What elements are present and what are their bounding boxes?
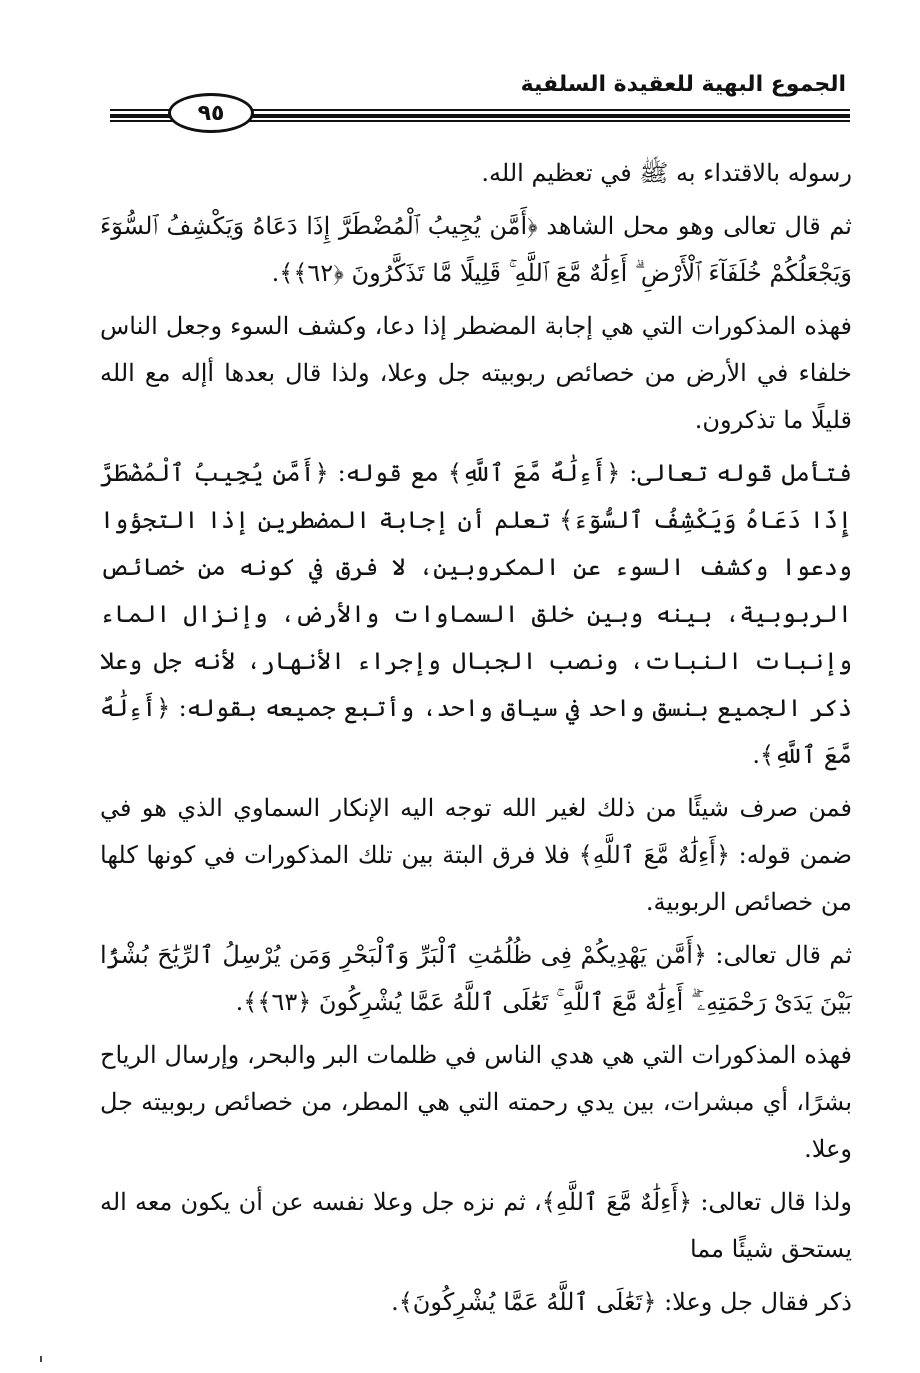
paragraph: فمن صرف شيئًا من ذلك لغير الله توجه اليه الإنكار السماوي الذي هو في ضمن قوله: ﴿أَءِلَٰهٌ مَّعَ ٱللَّهِ﴾ فلا فرق البتة بين تلك المذكورات في كونها كلها من خصائص الربوبية. [100, 794, 852, 916]
paragraph: ولذا قال تعالى: ﴿أَءِلَٰهٌ مَّعَ ٱللَّهِ﴾، ثم نزه جل وعلا نفسه عن أن يكون معه اله يستحق شيئًا مما [100, 1188, 853, 1263]
paragraph: ثم قال تعالى: ﴿أَمَّن يَهْدِيكُمْ فِى ظُلُمَٰتِ ٱلْبَرِّ وَٱلْبَحْرِ وَمَن يُرْسِلُ ٱلرِّيَٰحَ بُشْرًۢا بَيْنَ يَدَىْ رَحْمَتِهِۦٓ ۗ أَءِلَٰهٌ مَّعَ ٱللَّهِ ۚ تَعَٰلَى ٱللَّهُ عَمَّا يُشْرِكُونَ ﴿٦٣﴾﴾. [100, 941, 852, 1016]
paragraph: فهذه المذكورات التي هي إجابة المضطر إذا دعا، وكشف السوء وجعل الناس خلفاء في الأرض من خصائص ربوبيته جل وعلا، ولذا قال بعدها أإله مع الله قليلًا ما تذكرون. [100, 312, 852, 434]
running-header-title: الجموع البهية للعقيدة السلفية [520, 72, 846, 97]
paragraph: فتأمل قوله تعالى: ﴿أَءِلَٰهٌ مَّعَ ٱللَّهِ﴾ مع قوله: ﴿أَمَّن يُجِيبُ ٱلْمُضْطَرَّ إِذَا دَعَاهُ وَيَكْشِفُ ٱلسُّوٓءَ﴾ تعلم أن إجابة المضطرين إذا التجؤوا ودعوا وكشف السوء عن المكروبين، لا فرق في كونه من خصائص الربوبية، بينه وبين خلق السماوات والأرض، وإنزال الماء وإنبات النبات، ونصب الجبال وإجراء الأنهار، لأنه جل وعلا ذكر الجميع بنسق واحد في سياق واحد، وأتبع جميعه بقوله: ﴿أَءِلَٰهٌ مَّعَ ٱللَّهِ﴾. [100, 459, 853, 769]
paragraph: رسوله بالاقتداء به ﷺ في تعظيم الله. [481, 159, 852, 187]
paragraph: ثم قال تعالى وهو محل الشاهد ﴿أَمَّن يُجِيبُ ٱلْمُضْطَرَّ إِذَا دَعَاهُ وَيَكْشِفُ ٱلسُّوٓءَ وَيَجْعَلُكُمْ خُلَفَآءَ ٱلْأَرْضِ ۗ أَءِلَٰهٌ مَّعَ ٱللَّهِ ۚ قَلِيلًا مَّا تَذَكَّرُونَ ﴿٦٢﴾﴾. [100, 212, 852, 287]
scan-mark [40, 1356, 42, 1362]
body-text [100, 150, 852, 1332]
paragraph: فهذه المذكورات التي هي هدي الناس في ظلمات البر والبحر، وإرسال الرياح بشرًا، أي مبشرات، بين يدي رحمته التي هي المطر، من خصائص ربوبيته جل وعلا. [100, 1041, 852, 1163]
page-number-badge: ٩٥ [168, 93, 254, 133]
paragraph: ذكر فقال جل وعلا: ﴿تَعَٰلَى ٱللَّهُ عَمَّا يُشْرِكُونَ﴾. [391, 1288, 852, 1316]
